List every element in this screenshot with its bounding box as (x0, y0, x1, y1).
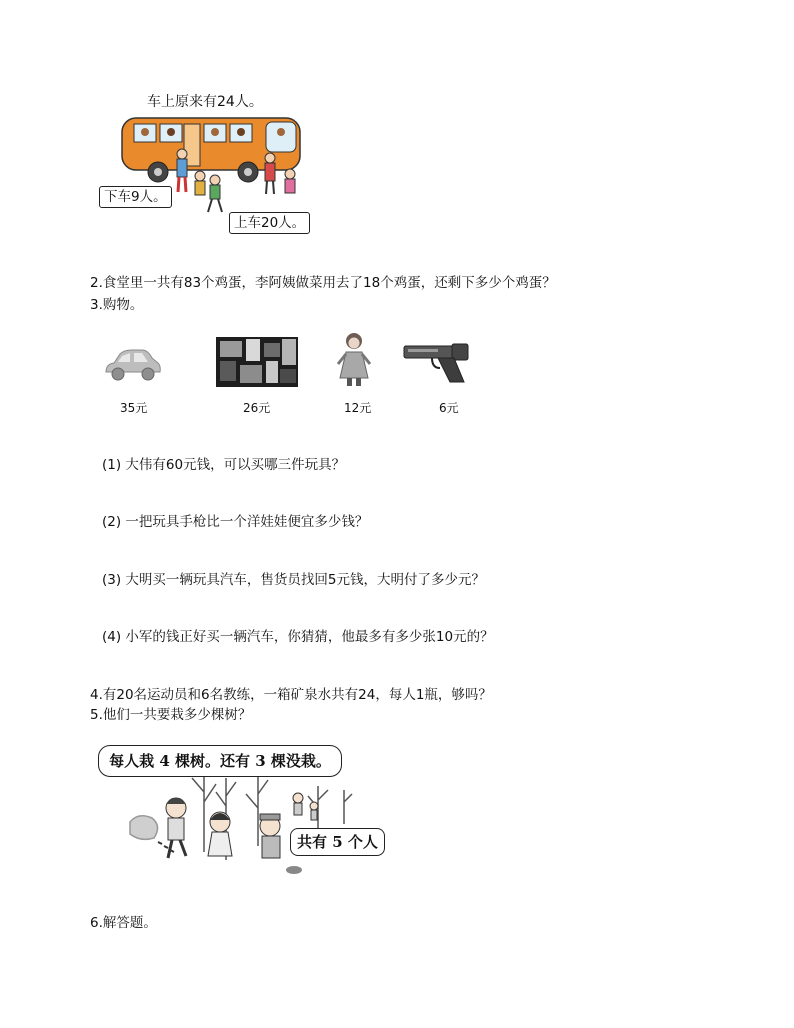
price-doll: 12元 (344, 401, 372, 415)
question-6-title: 6.解答题。 (90, 915, 157, 931)
toy-car-icon (102, 346, 162, 382)
price-building-blocks: 26元 (243, 401, 271, 415)
bubble-people-count: 共有 5 个人 (290, 828, 385, 856)
bubble-get-on: 上车20人。 (229, 212, 310, 234)
question-3-sub-4: (4) 小军的钱正好买一辆汽车，你猜猜，他最多有多少张10元的？ (102, 629, 494, 645)
bubble-get-off: 下车9人。 (99, 186, 172, 208)
price-toy-car: 35元 (120, 401, 148, 415)
question-3-sub-3: (3) 大明买一辆玩具汽车，售货员找回5元钱，大明付了多少元？ (102, 572, 486, 588)
question-3-sub-1: (1) 大伟有60元钱，可以买哪三件玩具？ (102, 457, 346, 473)
question-5-title: 5.他们一共要栽多少棵树？ (90, 707, 252, 723)
price-toy-pistol: 6元 (439, 401, 459, 415)
bus-caption: 车上原来有24人。 (147, 94, 263, 110)
question-3-title: 3.购物。 (90, 297, 144, 313)
question-3-sub-2: (2) 一把玩具手枪比一个洋娃娃便宜多少钱？ (102, 514, 369, 530)
building-blocks-icon (216, 337, 298, 387)
toy-pistol-icon (402, 340, 472, 386)
bubble-planting-info: 每人栽 4 棵树。还有 3 棵没栽。 (98, 745, 342, 777)
doll-icon (334, 332, 374, 388)
question-4: 4.有20名运动员和6名教练，一箱矿泉水共有24，每人1瓶，够吗？ (90, 687, 492, 703)
question-2: 2.食堂里一共有83个鸡蛋，李阿姨做菜用去了18个鸡蛋，还剩下多少个鸡蛋？ (90, 275, 556, 291)
